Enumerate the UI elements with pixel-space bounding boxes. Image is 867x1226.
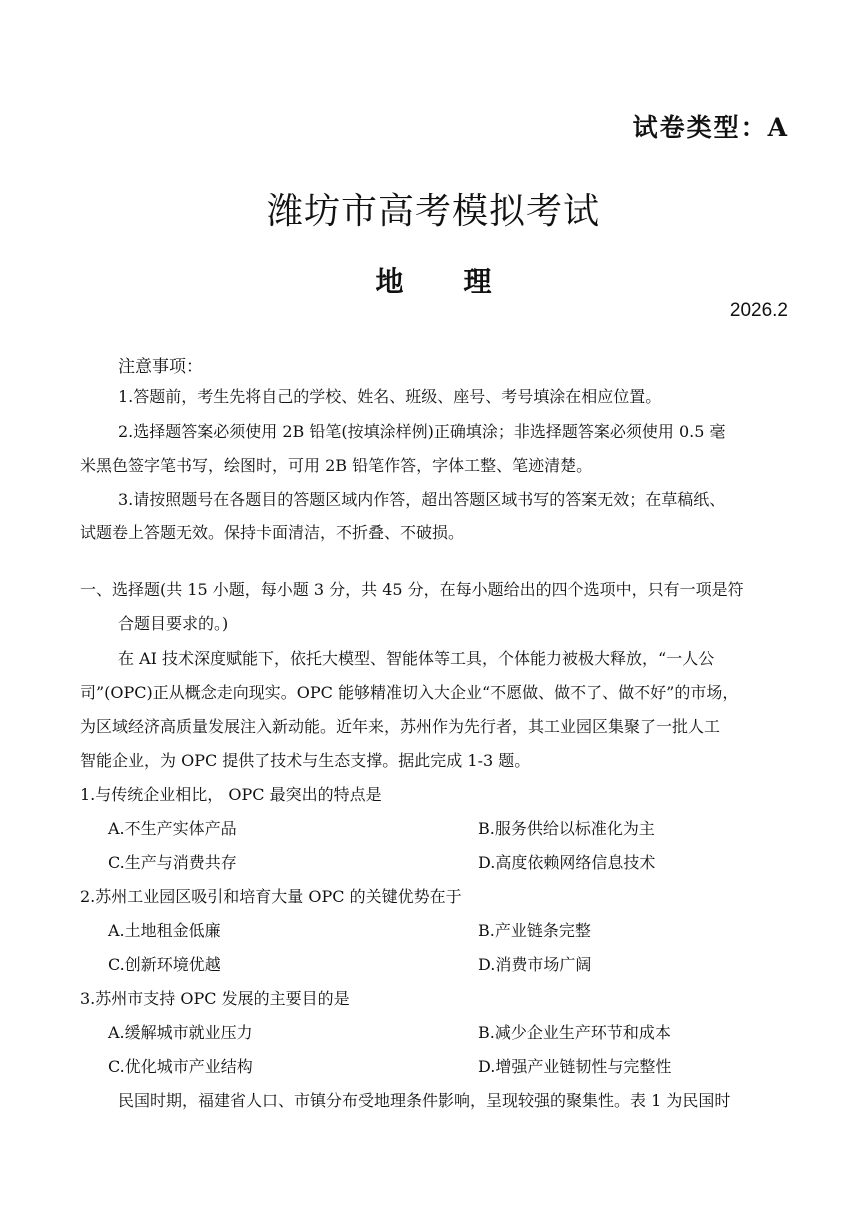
question-1-option-b: B.服务供给以标准化为主 xyxy=(478,819,655,838)
question-3-option-b: B.减少企业生产环节和成本 xyxy=(478,1023,671,1042)
question-1-stem: 1.与传统企业相比， OPC 最突出的特点是 xyxy=(80,785,382,804)
passage-line-1: 在 AI 技术深度赋能下，依托大模型、智能体等工具，个体能力被极大释放，“一人公 xyxy=(118,649,715,668)
notice-item-2-line-1: 2.选择题答案必须使用 2B 铅笔(按填涂样例)正确填涂；非选择题答案必须使用 0.5 毫 xyxy=(118,422,726,441)
question-3-option-d: D.增强产业链韧性与完整性 xyxy=(478,1057,672,1076)
notice-item-1: 1.答题前，考生先将自己的学校、姓名、班级、座号、考号填涂在相应位置。 xyxy=(118,387,662,406)
question-2-option-b: B.产业链条完整 xyxy=(478,921,591,940)
exam-title: 潍坊市高考模拟考试 xyxy=(266,191,600,232)
question-2-stem: 2.苏州工业园区吸引和培育大量 OPC 的关键优势在于 xyxy=(80,887,462,906)
notice-heading: 注意事项： xyxy=(118,357,203,377)
question-2-option-c: C.创新环境优越 xyxy=(108,955,221,974)
subject-title: 地理 xyxy=(375,265,552,298)
question-1-option-d: D.高度依赖网络信息技术 xyxy=(478,853,656,872)
question-3-option-a: A.缓解城市就业压力 xyxy=(108,1023,253,1042)
passage-line-2: 司”(OPC)正从概念走向现实。OPC 能够精准切入大企业“不愿做、做不了、做不好”的市场， xyxy=(80,683,739,702)
question-3-option-c: C.优化城市产业结构 xyxy=(108,1057,253,1076)
section-heading-line-2: 合题目要求的。) xyxy=(118,614,229,633)
passage-line-3: 为区域经济高质量发展注入新动能。近年来，苏州作为先行者，其工业园区集聚了一批人工 xyxy=(80,717,721,736)
paper-type-label: 试卷类型：A xyxy=(632,113,789,142)
notice-item-2-line-2: 米黑色签字笔书写，绘图时，可用 2B 铅笔作答，字体工整、笔迹清楚。 xyxy=(80,456,593,475)
question-1-option-c: C.生产与消费共存 xyxy=(108,853,237,872)
section-heading-line-1: 一、选择题(共 15 小题，每小题 3 分，共 45 分，在每小题给出的四个选项中，只有一项是符 xyxy=(80,580,744,599)
exam-date: 2026.2 xyxy=(729,300,788,321)
question-2-option-d: D.消费市场广阔 xyxy=(478,955,592,974)
notice-item-3-line-1: 3.请按照题号在各题目的答题区域内作答，超出答题区域书写的答案无效；在草稿纸、 xyxy=(118,490,726,509)
notice-item-3-line-2: 试题卷上答题无效。保持卡面清洁，不折叠、不破损。 xyxy=(80,523,465,542)
question-1-option-a: A.不生产实体产品 xyxy=(108,819,237,838)
next-passage-line-1: 民国时期，福建省人口、市镇分布受地理条件影响，呈现较强的聚集性。表 1 为民国时 xyxy=(118,1091,731,1110)
passage-line-4: 智能企业，为 OPC 提供了技术与生态支撑。据此完成 1-3 题。 xyxy=(80,751,531,770)
question-2-option-a: A.土地租金低廉 xyxy=(108,921,221,940)
question-3-stem: 3.苏州市支持 OPC 发展的主要目的是 xyxy=(80,989,350,1008)
